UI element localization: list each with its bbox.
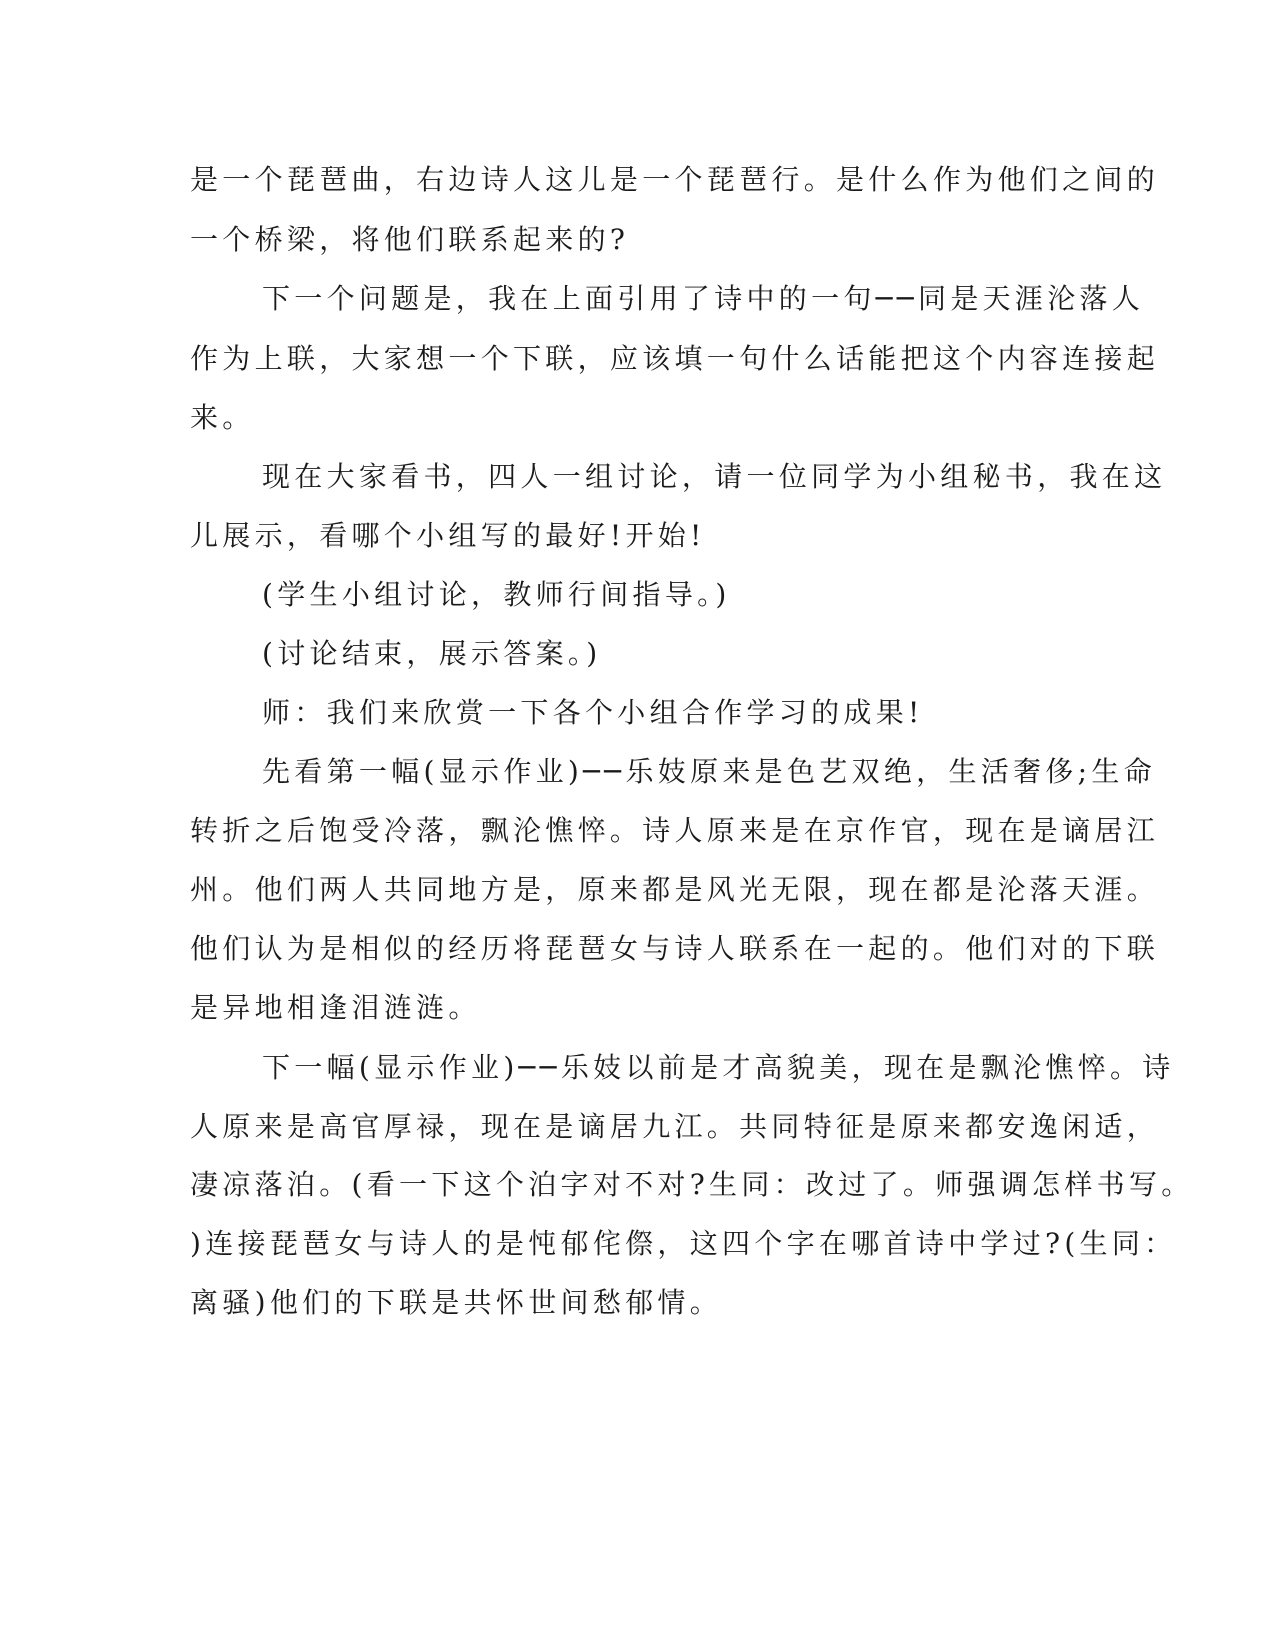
text-line-13: 州。他们两人共同地方是，原来都是风光无限，现在都是沦落天涯。	[190, 873, 1160, 906]
text-line-1: 是一个琵琶曲，右边诗人这儿是一个琵琶行。是什么作为他们之间的	[190, 163, 1160, 196]
text-line-8: (学生小组讨论，教师行间指导。)	[262, 578, 731, 611]
text-line-12: 转折之后饱受冷落，飘沦憔悴。诗人原来是在京作官，现在是谪居江	[190, 814, 1160, 847]
text-line-5: 来。	[190, 401, 255, 434]
text-line-11: 先看第一幅(显示作业)──乐妓原来是色艺双绝，生活奢侈;生命	[262, 755, 1156, 788]
text-line-2: 一个桥梁，将他们联系起来的?	[190, 223, 630, 256]
text-line-20: 离骚)他们的下联是共怀世间愁郁情。	[190, 1286, 723, 1319]
text-line-9: (讨论结束，展示答案。)	[262, 637, 602, 670]
text-line-16: 下一幅(显示作业)──乐妓以前是才高貌美，现在是飘沦憔悴。诗	[262, 1051, 1175, 1084]
text-line-15: 是异地相逢泪涟涟。	[190, 991, 481, 1024]
text-line-7: 儿展示，看哪个小组写的最好!开始!	[190, 519, 706, 552]
text-line-17: 人原来是高官厚禄，现在是谪居九江。共同特征是原来都安逸闲适，	[190, 1110, 1160, 1143]
text-line-14: 他们认为是相似的经历将琵琶女与诗人联系在一起的。他们对的下联	[190, 932, 1160, 965]
text-line-19: )连接琵琶女与诗人的是忳郁侘傺，这四个字在哪首诗中学过?(生同：	[190, 1227, 1177, 1260]
text-line-6: 现在大家看书，四人一组讨论，请一位同学为小组秘书，我在这	[262, 460, 1167, 493]
text-line-18: 凄凉落泊。(看一下这个泊字对不对?生同：改过了。师强调怎样书写。	[190, 1168, 1194, 1201]
text-line-10: 师：我们来欣赏一下各个小组合作学习的成果!	[262, 696, 924, 729]
text-line-4: 作为上联，大家想一个下联，应该填一句什么话能把这个内容连接起	[190, 342, 1160, 375]
text-line-3: 下一个问题是，我在上面引用了诗中的一句──同是天涯沦落人	[262, 282, 1145, 315]
